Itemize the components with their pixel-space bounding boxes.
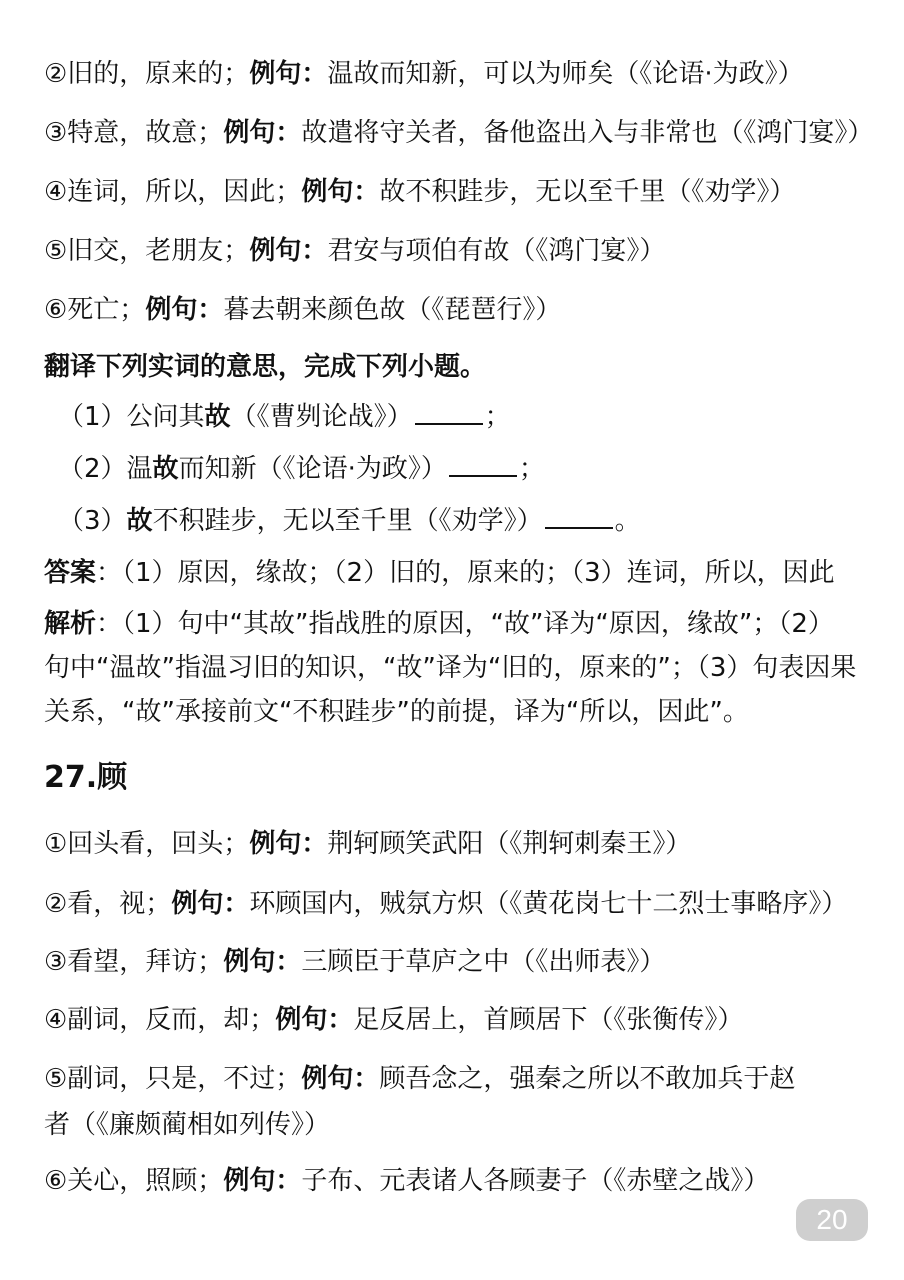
analysis-line: 句中“温故”指温习旧的知识，“故”译为“旧的，原来的”；（3）句表因果 — [44, 653, 857, 683]
definition-text: ③特意，故意； — [44, 118, 224, 148]
example-label: 例句： — [249, 829, 328, 859]
definition-line — [44, 886, 847, 922]
example-label: 例句： — [223, 947, 302, 977]
exercise-item — [58, 451, 545, 487]
example-sentence: 故遣将守关者，备他盗出入与非常也（《鸿门宴》） — [301, 118, 874, 148]
example-sentence: 足反居上，首顾居下（《张衡传》） — [353, 1005, 744, 1035]
example-sentence: 暮去朝来颜色故（《琵琶行》） — [223, 295, 562, 325]
definition-text: ②旧的，原来的； — [44, 59, 250, 89]
analysis-text: ：（1）句中“其故”指战胜的原因，“故”译为“原因，缘故”；（2） — [96, 609, 834, 639]
answer-text: ：（1）原因，缘故；（2）旧的，原来的；（3）连词，所以，因此 — [96, 558, 835, 588]
answer-blank — [545, 503, 613, 529]
exercise-item — [58, 399, 511, 435]
definition-text: ⑥关心，照顾； — [44, 1166, 224, 1196]
example-label: 例句： — [223, 1166, 302, 1196]
definition-text: ⑤旧交，老朋友； — [44, 236, 250, 266]
answer-label: 答案 — [44, 558, 97, 588]
answer-blank — [449, 451, 517, 477]
definition-line — [44, 826, 691, 862]
exercise-end: ； — [484, 402, 511, 432]
analysis-line — [44, 606, 834, 642]
analysis-label: 解析 — [44, 609, 97, 639]
exercise-prefix: （1）公问其 — [58, 402, 205, 432]
definition-text: ③看望，拜访； — [44, 947, 224, 977]
definition-text: ④副词，反而，却； — [44, 1005, 276, 1035]
analysis-line: 关系，“故”承接前文“不积跬步”的前提，译为“所以，因此”。 — [44, 697, 749, 727]
example-sentence: 顾吾念之，强秦之所以不敢加兵于赵 — [379, 1064, 796, 1094]
definition-line — [44, 233, 665, 269]
definition-text: ⑥死亡； — [44, 295, 146, 325]
example-label: 例句： — [301, 1064, 380, 1094]
exercise-source: （《曹刿论战》） — [230, 402, 413, 432]
answer-blank — [415, 399, 483, 425]
example-sentence: 荆轲顾笑武阳（《荆轲刺秦王》） — [327, 829, 692, 859]
exercise-source: 而知新（《论语·为政》） — [178, 454, 447, 484]
exercise-end: ； — [518, 454, 545, 484]
definition-line — [44, 1061, 795, 1097]
exercise-keyword: 故 — [152, 454, 179, 484]
definition-line — [44, 1163, 769, 1199]
definition-text: ⑤副词，只是，不过； — [44, 1064, 302, 1094]
example-sentence: 故不积跬步，无以至千里（《劝学》） — [379, 177, 796, 207]
exercise-source: 不积跬步，无以至千里（《劝学》） — [152, 506, 543, 536]
definition-line — [44, 174, 795, 210]
page-number-badge: 20 — [796, 1199, 868, 1241]
example-label: 例句： — [223, 118, 302, 148]
exercise-keyword: 故 — [126, 506, 153, 536]
example-sentence: 三顾臣于草庐之中（《出师表》） — [301, 947, 666, 977]
exercise-keyword: 故 — [204, 402, 231, 432]
example-label: 例句： — [275, 1005, 354, 1035]
exercise-title: 翻译下列实词的意思，完成下列小题。 — [44, 352, 487, 382]
definition-text: ④连词，所以，因此； — [44, 177, 302, 207]
example-label: 例句： — [249, 236, 328, 266]
definition-line — [44, 1002, 743, 1038]
definition-line — [44, 944, 665, 980]
definition-text: ①回头看，回头； — [44, 829, 250, 859]
exercise-item — [58, 503, 641, 539]
exercise-prefix: （3） — [58, 506, 127, 536]
exercise-end: 。 — [614, 506, 641, 536]
answer-line — [44, 555, 835, 591]
definition-text: ②看，视； — [44, 889, 172, 919]
example-label: 例句： — [145, 295, 224, 325]
example-sentence: 子布、元表诸人各顾妻子（《赤壁之战》） — [301, 1166, 770, 1196]
example-label: 例句： — [171, 889, 250, 919]
example-label: 例句： — [301, 177, 380, 207]
example-sentence: 温故而知新，可以为师矣（《论语·为政》） — [327, 59, 804, 89]
definition-continuation: 者（《廉颇蔺相如列传》） — [44, 1110, 331, 1140]
definition-line — [44, 56, 804, 92]
example-sentence: 君安与项伯有故（《鸿门宴》） — [327, 236, 666, 266]
definition-line — [44, 115, 873, 151]
exercise-prefix: （2）温 — [58, 454, 153, 484]
example-label: 例句： — [249, 59, 328, 89]
section-heading: 27.顾 — [44, 760, 128, 795]
example-sentence: 环顾国内，贼氛方炽（《黄花岗七十二烈士事略序》） — [249, 889, 848, 919]
definition-line — [44, 292, 561, 328]
